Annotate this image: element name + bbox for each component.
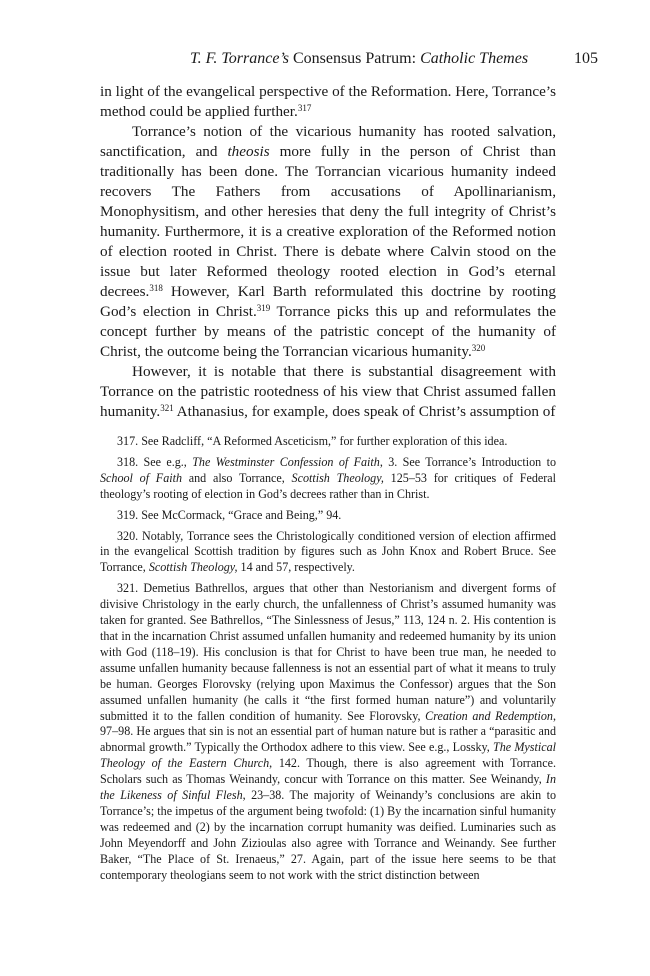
paragraph-2-text-c: However, Karl Barth reformulated this doctrine by rooting God’s election in Christ. — [100, 283, 556, 320]
footnote-321-title-3: In the Likeness of Sinful Flesh — [100, 772, 556, 803]
footnote-ref-321[interactable]: 321 — [160, 403, 174, 413]
footnote-ref-320[interactable]: 320 — [471, 343, 486, 353]
paragraph-2-text-a: Torrance’s notion of the vicarious humanity has rooted salvation, sanctification, and — [100, 123, 556, 160]
footnote-321-text-c: , 142. Though, there is also agreement with Torrance. Scholars such as Thomas Weinandy, concur with Torrance on this matter. See Weinandy, — [100, 756, 556, 787]
footnote-318-title-1: The Westminster Confession of Faith — [192, 454, 380, 469]
footnote-321-title-1: Creation and Redemption — [425, 708, 553, 723]
running-title-author: T. F. Torrance’s — [189, 50, 289, 67]
running-header — [100, 50, 598, 70]
footnote-318 — [100, 455, 556, 503]
page-number: 105 — [574, 50, 598, 67]
footnote-318-text-b: , 3. See Torrance’s Introduction to — [379, 454, 556, 469]
footnote-317-text: 317. See Radcliff, “A Reformed Asceticism,” for further exploration of this idea. — [117, 434, 508, 448]
footnote-317 — [117, 434, 556, 450]
footnote-321-text-d: , 23–38. The majority of Weinandy’s conclusions are akin to Torrance’s; the impetus of the argument being twofold: (1) By the incarnation sinful humanity was redeemed and (2) by the incarnation corrupt humanity was deified. Luminaries such as John Meyendorff and John Zizioulas also agree with Torrance and Weinandy. See further Baker, “The Place of St. Irenaeus,” 27. Again, part of the issue here seems to be that contemporary theologians seem to not work with the strict distinction between — [100, 788, 557, 882]
footnote-ref-319[interactable]: 319 — [256, 303, 271, 313]
footnote-ref-318[interactable]: 318 — [149, 283, 163, 293]
footnote-318-title-2: School of Faith — [100, 470, 183, 485]
paragraph-2 — [100, 122, 556, 362]
paragraph-1-text: in light of the evangelical perspective of the Reformation. Here, Torrance’s method could be applied further. — [100, 83, 556, 120]
footnote-321-text-a: 321. Demetius Bathrellos, argues that other than Nestorianism and divergent forms of divisive Christology in the early church, the unfallenness of Christ’s assumed humanity was taken for granted. See Bathrellos, “The Sinlessness of Jesus,” 113, 124 n. 2. His contention is that in the incarnation Christ assumed unfallen humanity and redeemed humanity by its union with God (118–19). His conclusion is that for Christ to have been true man, he needed to assume unfallen humanity because fallenness is not an essential part of what it means to truly be human. Georges Florovsky (relying upon Maximus the Confessor) argues that the Son assumed unfallen humanity (he calls it “the first formed human nature”) and voluntarily submitted it to the fallen condition of humanity. See Florovsky, — [100, 581, 556, 723]
footnote-321 — [100, 581, 556, 883]
body-text — [100, 82, 556, 422]
footnote-ref-317[interactable]: 317 — [297, 103, 312, 113]
paragraph-2-emphasis: theosis — [227, 143, 270, 160]
footnote-321-text-b: , 97–98. He argues that sin is not an essential part of human nature but is rather a “parasitic and abnormal growth.” Typically the Orthodox adhere to this view. See e.g., Lossky, — [100, 708, 556, 755]
running-title-main: Consensus Patrum: — [288, 50, 421, 67]
footnote-320-text-b: 14 and 57, respectively. — [237, 560, 355, 575]
footnote-320-text-a: 320. Notably, Torrance sees the Christologically conditioned version of election affirmed in the evangelical Scottish tradition by figures such as John Knox and Robert Bruce. See Torrance, — [100, 528, 556, 575]
footnote-318-title-3: Scottish Theology, — [291, 470, 384, 485]
footnote-318-text-c: and also Torrance, — [182, 470, 292, 485]
running-title — [100, 50, 598, 68]
paragraph-3-text-b: Athanasius, for example, does speak of Christ’s assumption of — [173, 403, 556, 420]
footnote-318-text-d: 125–53 for critiques of Federal theology’s rooting of election in God’s decrees rather than in Christ. — [100, 470, 557, 501]
footnote-319 — [100, 508, 556, 524]
paragraph-2-text-b: more fully in the person of Christ than traditionally has been done. The Torrancian vicarious humanity indeed recovers The Fathers from accusations of Apollinarianism, Monophysitism, and other heresies that deny the full integrity of Christ’s humanity. Furthermore, it is a creative exploration of the Reformed notion of election rooted in Christ. There is debate where Calvin stood on the issue but later Reformed theology rooted election in God’s eternal decrees. — [100, 143, 556, 300]
paragraph-3 — [100, 362, 556, 422]
footnotes — [100, 434, 556, 888]
running-title-subtitle: Catholic Themes — [420, 50, 529, 67]
paragraph-2-text-d: Torrance picks this up and reformulates the concept further by means of the patristic concept of the humanity of Christ, the outcome being the Torrancian vicarious humanity. — [100, 303, 556, 360]
footnote-320 — [100, 529, 556, 577]
paragraph-3-text-a: However, it is notable that there is substantial disagreement with Torrance on the patristic rootedness of his view that Christ assumed fallen humanity. — [100, 363, 556, 420]
footnote-318-text-a: 318. See e.g., — [117, 454, 193, 469]
paragraph-1 — [100, 82, 556, 122]
footnote-320-title: Scottish Theology, — [148, 560, 238, 575]
footnote-319-text: 319. See McCormack, “Grace and Being,” 94. — [117, 507, 342, 522]
footnote-321-title-2: The Mystical Theology of the Eastern Church — [100, 740, 556, 771]
